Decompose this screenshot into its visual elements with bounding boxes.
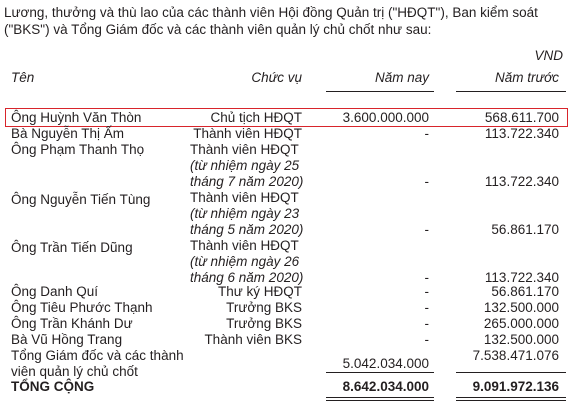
row-note: (từ nhiệm ngày 23 xyxy=(190,206,300,221)
row-note: tháng 7 năm 2020) xyxy=(190,174,304,189)
total-double-rule-prior-2 xyxy=(456,400,566,401)
row-position: Thành viên BKS xyxy=(204,332,302,347)
row-name: Ông Trần Khánh Dư xyxy=(11,316,133,331)
table-row xyxy=(0,332,576,348)
row-current: - xyxy=(424,222,429,237)
table-row xyxy=(0,238,576,254)
total-current: 8.642.034.000 xyxy=(342,379,429,394)
total-rule-current xyxy=(326,372,434,373)
header-prior-year: Năm trước xyxy=(495,70,559,85)
row-current: - xyxy=(424,126,429,141)
row-name: Ông Danh Quí xyxy=(11,284,99,299)
row-prior: 113.722.340 xyxy=(484,270,559,285)
row-prior: 56.861.170 xyxy=(491,284,559,299)
row-name: Ông Nguyễn Tiến Tùng xyxy=(11,192,151,207)
row-current: 3.600.000.000 xyxy=(342,110,429,125)
row-position: Thành viên HĐQT xyxy=(193,126,302,141)
row-position: Chủ tịch HĐQT xyxy=(210,110,302,125)
row-prior: 132.500.000 xyxy=(483,300,559,315)
row-prior: 132.500.000 xyxy=(483,332,559,347)
header-underline-prior xyxy=(456,91,566,92)
row-current: 5.042.034.000 xyxy=(342,356,429,371)
row-current: - xyxy=(424,270,429,285)
table-row-note xyxy=(0,222,576,238)
row-prior: 56.861.170 xyxy=(491,222,559,237)
row-prior: 265.000.000 xyxy=(483,316,559,331)
row-position: Thành viên HĐQT xyxy=(190,238,299,253)
total-rule-prior xyxy=(456,372,566,373)
table-row xyxy=(0,126,576,142)
row-note: (từ nhiệm ngày 25 xyxy=(190,158,300,173)
table-row xyxy=(0,142,576,158)
row-position: Thành viên HĐQT xyxy=(190,142,299,157)
header-current-year: Năm nay xyxy=(374,70,429,85)
row-current: - xyxy=(424,316,429,331)
row-current: - xyxy=(424,284,429,299)
header-underline-current xyxy=(326,91,434,92)
table-row xyxy=(0,284,576,300)
total-prior: 9.091.972.136 xyxy=(472,379,559,394)
header-name: Tên xyxy=(11,70,35,85)
table-row xyxy=(0,348,576,364)
header-position: Chức vụ xyxy=(251,70,302,85)
row-position: Thành viên HĐQT xyxy=(190,190,299,205)
table-row-note xyxy=(0,254,576,270)
row-prior: 568.611.700 xyxy=(484,110,559,125)
row-name: Ông Trần Tiến Dũng xyxy=(11,240,133,255)
row-name: Ông Huỳnh Văn Thòn xyxy=(11,110,142,125)
row-current: - xyxy=(424,300,429,315)
row-prior: 113.722.340 xyxy=(484,174,559,189)
table-row xyxy=(0,110,576,126)
row-position: Trưởng BKS xyxy=(226,300,302,315)
row-note: tháng 5 năm 2020) xyxy=(190,222,304,237)
row-name: Tổng Giám đốc và các thành xyxy=(11,348,184,363)
table-row-note xyxy=(0,174,576,190)
table-row-note xyxy=(0,158,576,174)
row-name: Bà Vũ Hồng Trang xyxy=(11,332,123,347)
table-row xyxy=(0,316,576,332)
table-row xyxy=(0,190,576,206)
row-prior: 7.538.471.076 xyxy=(472,348,559,363)
row-note: (từ nhiệm ngày 26 xyxy=(190,254,300,269)
total-double-rule-current-2 xyxy=(326,400,434,401)
total-double-rule-current-1 xyxy=(326,397,434,398)
table-row-note xyxy=(0,206,576,222)
total-double-rule-prior-1 xyxy=(456,397,566,398)
currency-unit: VND xyxy=(534,48,563,63)
row-name: Ông Tiêu Phước Thạnh xyxy=(11,300,153,315)
row-position: Trưởng BKS xyxy=(226,316,302,331)
row-name: Ông Phạm Thanh Thọ xyxy=(11,142,145,157)
intro-paragraph: Lương, thưởng và thù lao của các thành viên Hội đồng Quản trị ("HĐQT"), Ban kiểm soát ("BKS") và Tổng Giám đốc và các thành viên quản lý chủ chốt như sau: xyxy=(4,5,538,37)
table-row xyxy=(0,300,576,316)
row-position: Thư ký HĐQT xyxy=(217,284,302,299)
row-current: - xyxy=(424,332,429,347)
row-name: viên quản lý chủ chốt xyxy=(11,364,138,379)
row-name: Bà Nguyễn Thị Ấm xyxy=(11,126,125,141)
total-row xyxy=(0,379,576,395)
row-current: - xyxy=(424,174,429,189)
total-label: TỔNG CỘNG xyxy=(11,379,95,394)
row-prior: 113.722.340 xyxy=(484,126,559,141)
row-note: tháng 6 năm 2020) xyxy=(190,270,304,285)
